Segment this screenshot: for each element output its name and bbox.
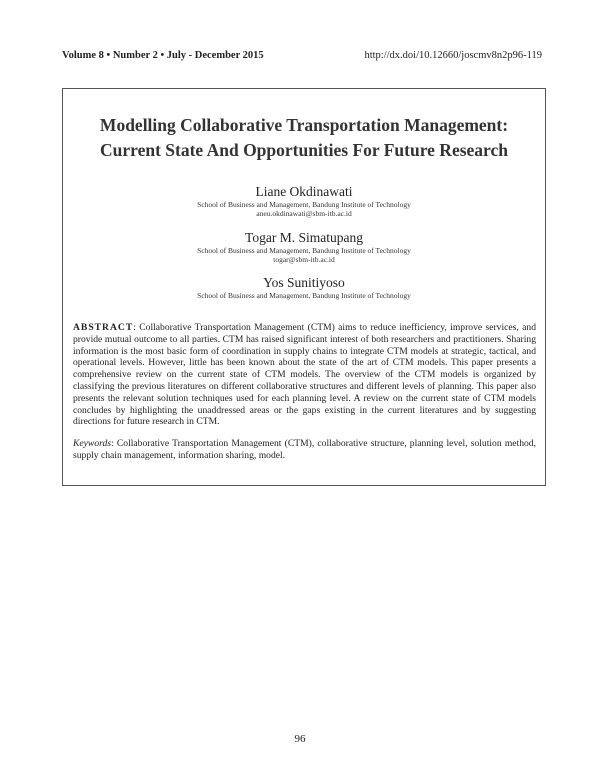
paper-title-line-2: Current State And Opportunities For Future Research — [99, 140, 508, 160]
abstract — [73, 322, 536, 428]
keywords-label: Keywords — [73, 438, 112, 449]
abstract-label: ABSTRACT — [73, 322, 134, 333]
paper-title-line-1: Modelling Collaborative Transportation Management: — [99, 115, 509, 135]
author-1 — [62, 184, 546, 218]
author-affiliation: School of Business and Management, Bandung Institute of Technology — [197, 246, 411, 255]
abstract-text: : Collaborative Transportation Management (CTM) aims to reduce inefficiency, improve services, and provide mutual outcome to all parties. CTM has raised significant interest of both researchers and practitioners. Sharing information is the most basic form of coordination in supply chains to integrate CTM models at strategic, tactical, and operational levels. However, little has been known about the state of the art of CTM models. This paper presents a comprehensive review on the current state of CTM models. The overview of the CTM models is organized by classifying the previous literatures on different collaborative structures and different levels of planning. This paper also presents the relevant solution techniques used for each planning level. A review on the current state of CTM models concludes by highlighting the unaddressed areas or the gaps existing in the current literatures and by suggesting directions for future research in CTM. — [73, 322, 536, 428]
running-head — [62, 50, 542, 61]
author-name: Togar M. Simatupang — [245, 230, 363, 245]
page-number: 96 — [294, 733, 306, 745]
author-name: Liane Okdinawati — [255, 184, 353, 199]
keywords — [73, 438, 536, 462]
author-2 — [62, 230, 546, 264]
keywords-text: : Collaborative Transportation Management (CTM), collaborative structure, planning level, solution method, supply chain management, information sharing, model. — [73, 438, 536, 461]
author-email[interactable]: togar@sbm-itb.ac.id — [273, 255, 335, 264]
author-name: Yos Sunitiyoso — [263, 275, 345, 290]
journal-info: Volume 8 • Number 2 • July - December 2015 — [62, 50, 264, 61]
author-3 — [62, 275, 546, 300]
doi-link[interactable]: http://dx.doi/10.12660/joscmv8n2p96-119 — [364, 50, 542, 61]
author-affiliation: School of Business and Management, Bandung Institute of Technology — [197, 200, 411, 209]
paper-title — [62, 113, 546, 163]
author-affiliation: School of Business and Management, Bandung Institute of Technology — [197, 291, 411, 300]
author-email[interactable]: aneu.okdinawati@sbm-itb.ac.id — [256, 209, 352, 218]
